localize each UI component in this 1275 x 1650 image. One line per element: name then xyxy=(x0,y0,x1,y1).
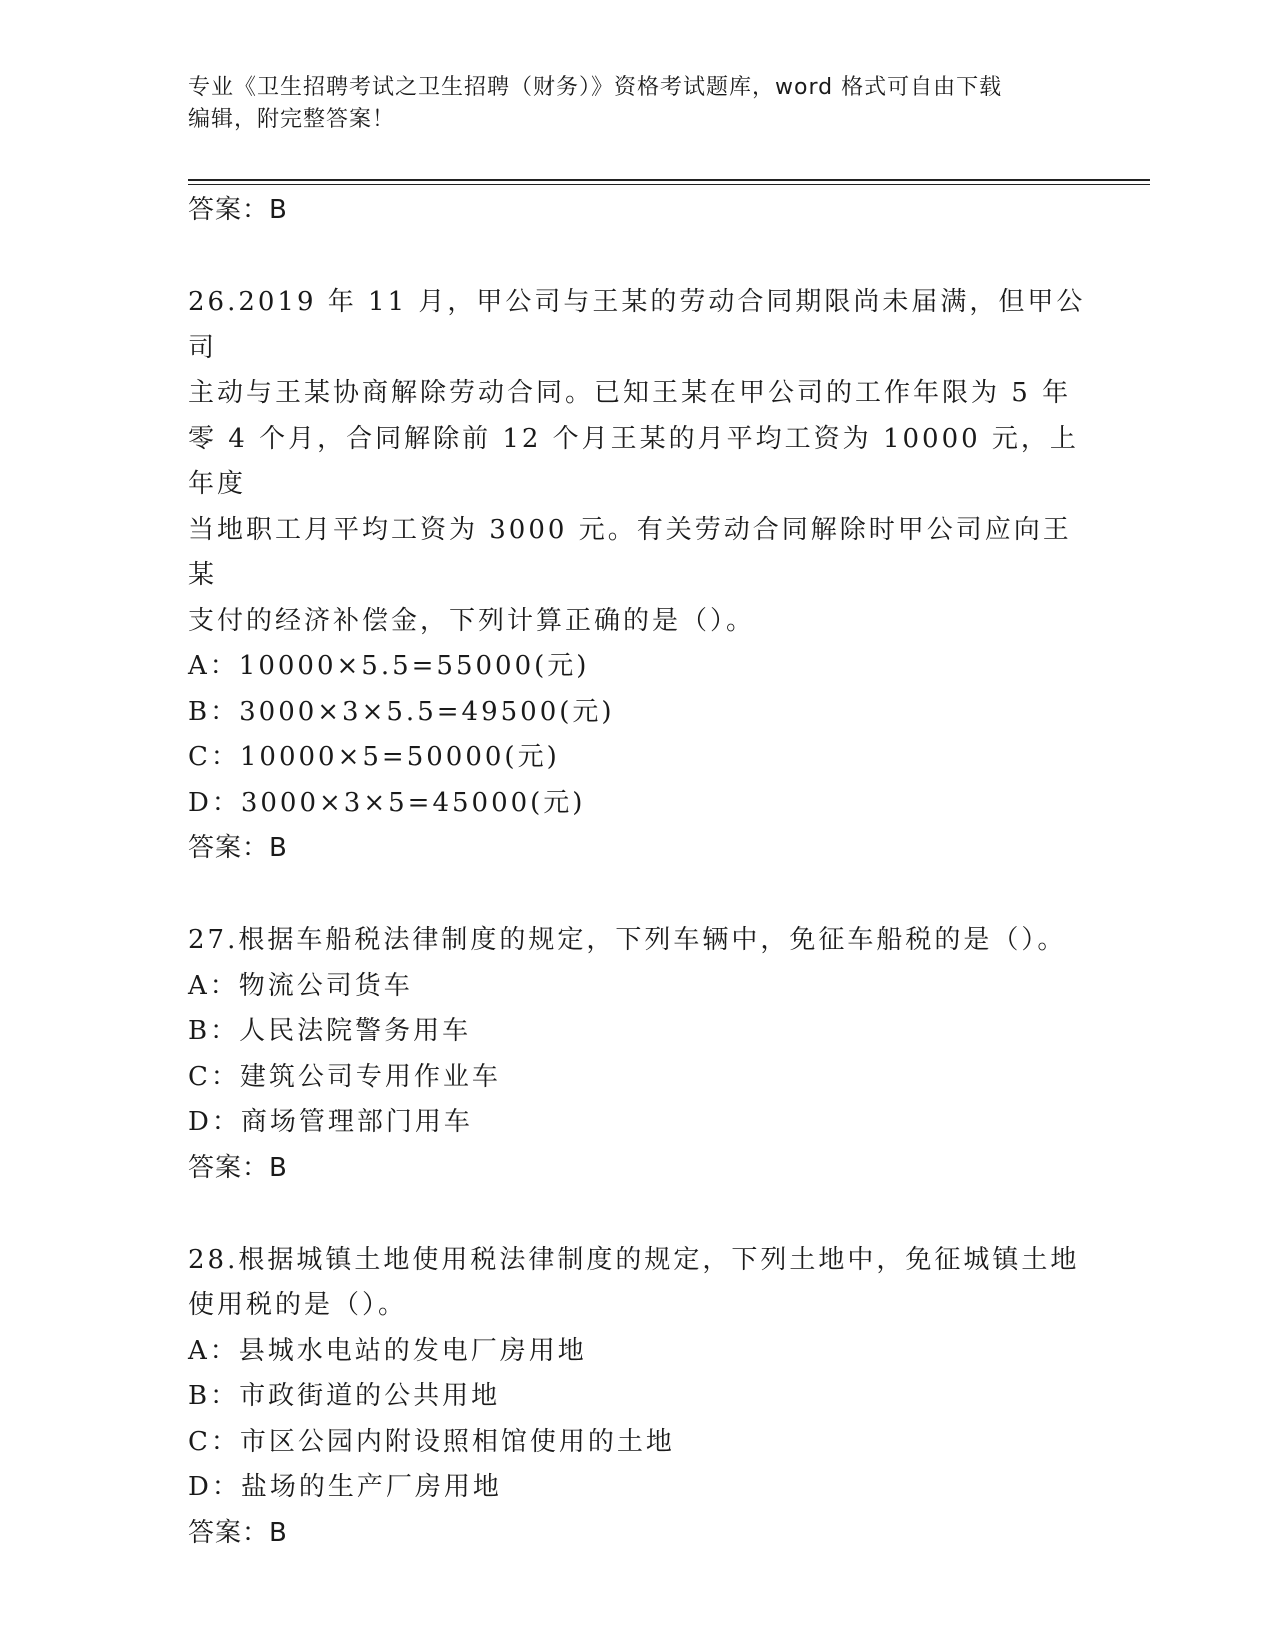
question-line: 零 4 个月，合同解除前 12 个月王某的月平均工资为 10000 元，上年度 xyxy=(188,423,1079,499)
spacer xyxy=(188,870,1088,918)
spacer xyxy=(188,1190,1088,1238)
header-line-2: 编辑，附完整答案！ xyxy=(188,107,396,132)
option-a: A：县城水电站的发电厂房用地 xyxy=(188,1335,587,1366)
question-block-26 xyxy=(188,280,1088,870)
header-line-1: 专业《卫生招聘考试之卫生招聘（财务）》资格考试题库，word 格式可自由下载 xyxy=(188,75,1003,100)
answer-line: 答案：B xyxy=(188,1152,288,1183)
header-rule-thick xyxy=(188,179,1150,181)
option-c: C：市区公园内附设照相馆使用的土地 xyxy=(188,1426,675,1457)
question-block-28 xyxy=(188,1238,1088,1555)
question-line: 28.根据城镇土地使用税法律制度的规定，下列土地中，免征城镇土地 xyxy=(188,1244,1080,1275)
header-rule-thin xyxy=(188,184,1150,185)
question-line: 27.根据车船税法律制度的规定，下列车辆中，免征车船税的是（）。 xyxy=(188,925,1067,955)
question-line: 使用税的是（）。 xyxy=(188,1290,408,1320)
spacer xyxy=(188,232,1088,280)
question-line: 支付的经济补偿金，下列计算正确的是（）。 xyxy=(188,605,756,636)
question-line: 当地职工月平均工资为 3000 元。有关劳动合同解除时甲公司应向王某 xyxy=(188,514,1072,590)
option-c: C：10000×5=50000(元) xyxy=(188,742,560,772)
document-body xyxy=(188,188,1088,1555)
option-d: D：盐场的生产厂房用地 xyxy=(188,1472,502,1502)
option-a: A：10000×5.5=55000(元) xyxy=(188,651,590,681)
document-header xyxy=(188,72,1068,136)
question-text xyxy=(188,918,1088,964)
answer-line: 答案：B xyxy=(188,195,288,225)
option-d: D：商场管理部门用车 xyxy=(188,1107,473,1137)
option-b: B：市政街道的公共用地 xyxy=(188,1381,501,1411)
option-c: C：建筑公司专用作业车 xyxy=(188,1061,501,1092)
option-a: A：物流公司货车 xyxy=(188,970,413,1001)
question-line: 主动与王某协商解除劳动合同。已知王某在甲公司的工作年限为 5 年 xyxy=(188,378,1072,408)
option-b: B：3000×3×5.5=49500(元) xyxy=(188,696,615,727)
question-text xyxy=(188,1238,1088,1329)
question-text xyxy=(188,280,1088,644)
option-b: B：人民法院警务用车 xyxy=(188,1016,472,1046)
question-block-27 xyxy=(188,918,1088,1190)
option-d: D：3000×3×5=45000(元) xyxy=(188,787,586,818)
question-line: 26.2019 年 11 月，甲公司与王某的劳动合同期限尚未届满，但甲公司 xyxy=(188,287,1086,363)
answer-line: 答案：B xyxy=(188,1517,288,1548)
answer-line: 答案：B xyxy=(188,833,288,863)
